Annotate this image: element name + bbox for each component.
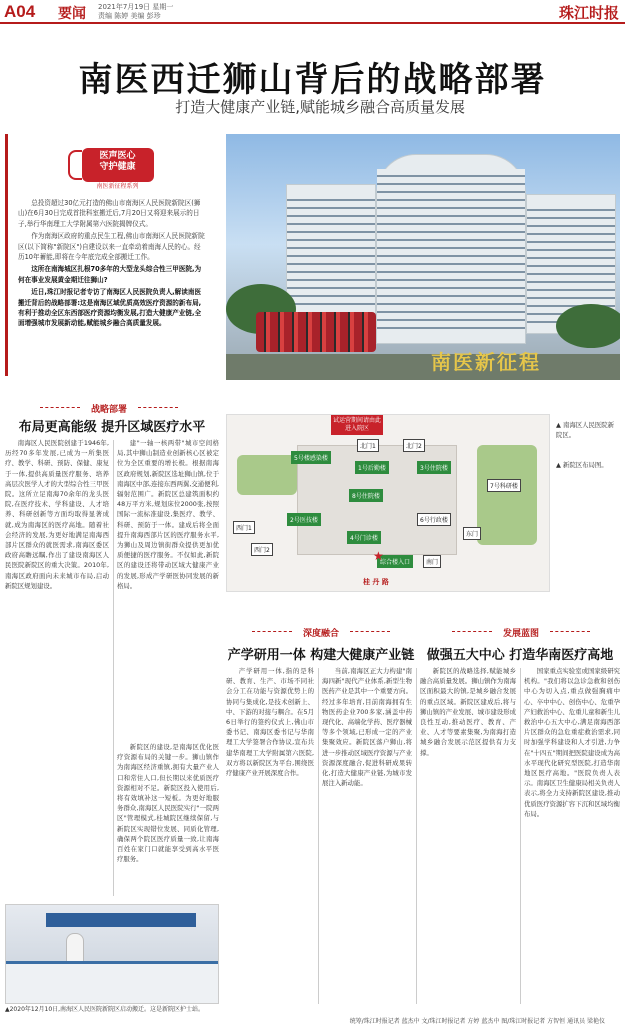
section-label: 发展蓝图 [496, 626, 546, 639]
article-column: 新院区的战略选择,赋能城乡融合高质量发展。狮山镇作为南海区面积最大的镇,是城乡融合发展的重点区域。新院区建成后,将与狮山镇的产业发展、城市建设形成良性互动,推动医疗、教育、产业、人才等要素集聚,为南海打造城乡融合发展示范区提供有力支撑。 [420, 667, 516, 757]
article-column: 建"一轴一核两带"城市空间格局,其中狮山制造业创新核心区被定位为全区重要的增长极。根据南海区政府规划,新院区选址狮山镇,位于南海区中部,连接东西两翼,交通便利,辐射范围广。新院区总建筑面积约48万平方米,规划床位2000张,按照国际一流标准建设,集医疗、教学、科研、预防于一体。建成后将全面提升南海西部片区的医疗服务水平,为狮山及周边镇街群众提供更加优质便捷的医疗服务。不仅如此,新院区的建设还将带动区域大健康产业的发展,形成产学研医协同发展的新格局。 [117, 439, 219, 590]
intro-paragraph: 近日,珠江时报记者专访了南海区人民医院负责人,解读南医搬迁背后的战略部署:这是南海区域优质高效医疗资源的新布局,有利于推动全区东西部医疗资源均衡发展,打造大健康产业链,全面增强城市发展新动能,赋能城乡融合高质量发展。 [18, 288, 202, 328]
entrance-star-icon: ★ [373, 549, 384, 563]
map-label: 2号医技楼 [287, 513, 321, 526]
map-label: 南门 [423, 555, 441, 568]
entrance-callout: 试运营期间请由此进入院区 [331, 415, 383, 435]
section-label: 战略部署 [84, 402, 134, 415]
article-column: 产学研用一体,指的是科研、教育、生产、市场不同社会分工在功能与资源优势上的协同与集成化,是技术创新上、中、下游的对接与耦合。在5月6日举行的签约仪式上,佛山市委书记、南海区委书记与华南理工大学签署合作协议,宣布共建华南理工大学附属第六医院,双方将以新院区为平台,围绕医疗健康产业开展深度合作。 [226, 667, 314, 778]
map-label: 西门2 [251, 543, 273, 556]
issue-meta [98, 3, 173, 21]
page-number: A04 [4, 2, 36, 21]
map-label: 西门1 [233, 521, 255, 534]
road-label: 桂 丹 路 [363, 578, 389, 586]
map-label: 北门2 [403, 439, 425, 452]
page-headline: 南医西迁狮山背后的战略部署 [78, 60, 547, 100]
series-tag: 南医新征程系列 [96, 183, 139, 190]
map-label: 5号楼感染楼 [291, 451, 331, 464]
map-label: 综合楼入口 [377, 555, 413, 568]
map-label: 东门 [463, 527, 481, 540]
series-logo-line2: 守护健康 [99, 162, 136, 172]
stethoscope-icon [68, 150, 82, 180]
map-label: 4号门诊楼 [347, 531, 381, 544]
hero-banner-text: 南医新征程 [431, 350, 541, 374]
issue-editors: 责编 陈婷 美编 彭珍 [98, 12, 161, 20]
section-name: 要闻 [58, 6, 86, 22]
intro-paragraph: 总投资超过30亿元打造的佛山市南海区人民医院新院区(狮山)在6月30日完成首批科室搬迁后,7月20日又将迎来展示的日子,举行华南理工大学附属第六医院揭牌仪式。 [18, 199, 201, 228]
byline-footer: 统筹/珠江时报记者 蓝杰中 文/珠江时报记者 方婷 蓝杰中 图/珠江时报记者 方智恒 通讯员 梁艳仪 [349, 1018, 605, 1025]
building [376, 154, 526, 344]
section-title: 布局更高能级 提升区域医疗水平 [18, 420, 206, 435]
staff-group [256, 312, 376, 352]
building [286, 184, 376, 314]
section-title: 产学研用一体 构建大健康产业链 [227, 648, 415, 663]
newspaper-brand: 珠江时报 [558, 4, 619, 22]
intro-box [5, 134, 215, 376]
map-note: ▲ 南海区人民医院新院区。 [556, 421, 615, 439]
article-column: 当前,南海区正大力构建"南海四新"现代产业体系,新型生物医药产业是其中一个重要方向。经过多年培育,目前南海拥有生物医药企业700多家,涵盖中药现代化、高端化学药、医疗器械等多个领域,已形成一定的产业集聚效应。新院区落户狮山,将进一步推动区域医疗资源与产业资源深度融合,促进科研成果转化,打造大健康产业链,为城市发展注入新动能。 [322, 667, 412, 788]
series-logo-line1: 医声医心 [99, 151, 136, 161]
triangle-icon: ▲ [556, 461, 561, 469]
hero-photo [226, 134, 620, 380]
series-logo-bubble [82, 148, 154, 182]
map-label: 7号科研楼 [487, 479, 521, 492]
page-subheadline: 打造大健康产业链,赋能城乡融合高质量发展 [175, 98, 465, 116]
nurse-station-photo [5, 904, 219, 1004]
article-column: 新院区的建设,是南海区优化医疗资源布局的关键一步。狮山镇作为南海区经济重镇,拥有大量产业人口和常住人口,但长期以来优质医疗资源相对不足。新院区投入使用后,将有效填补这一短板。为更好地服务群众,南海区人民医院实行"一院两区"管理模式,桂城院区继续保留,与新院区实现错位发展、同质化管理,确保两个院区医疗质量一致,让南海百姓在家门口就能享受到高水平医疗服务。 [117, 743, 219, 864]
map-label: 6号行政楼 [417, 513, 451, 526]
issue-date: 2021年7月19日 星期一 [98, 3, 174, 11]
map-label: 北门1 [357, 439, 379, 452]
article-column: 南海区人民医院创建于1946年,历经70多年发展,已成为一所集医疗、教学、科研、预防、保健、康复于一体,提供高质量医疗服务、培养高层次医学人才的大型综合性三甲医院。这所立足南海70余年的龙头医院,在医疗技术、学科建设、人才培养、科研创新等方面均取得显著成就,成为南海区的医疗高地。随着社会经济的发展,为更好地满足南海西部片区群众的就医需求,南海区委区政府高瞻远瞩,作出了建设南海区人民医院新院区的重大决策。2010年,南海区政府面向未来城市布局,启动新院区规划建设。 [5, 439, 109, 590]
series-logo [68, 146, 158, 190]
section-title: 做强五大中心 打造华南医疗高地 [426, 648, 614, 663]
map-label: 1号后勤楼 [355, 461, 389, 474]
article-column: 国家重点实验室或国家级研究机构。"我们将以急诊急救和创伤中心为切入点,重点做强胸痛中心、卒中中心、创伤中心、危重孕产妇救治中心、危重儿童和新生儿救治中心五大中心,满足南海西部片区群众的急危重症救治需求,同时加强学科建设和人才引进,力争在"十四五"期间把医院建设成为高水平现代化研究型医院,打造华南地区医疗高地。"医院负责人表示。南海区卫生健康局相关负责人表示,将全力支持新院区建设,推动优质医疗资源扩容下沉和区域均衡布局。 [524, 667, 620, 818]
campus-map [226, 414, 550, 592]
map-label: 3号住院楼 [417, 461, 451, 474]
masthead [0, 0, 625, 24]
intro-paragraph: 作为南海区政府的重点民生工程,佛山市南海区人民医院新院区(以下简称"新院区")自建设以来一直牵动着南海人民的心。经历10年蓄能,即将在今年底完成全部搬迁工作。 [18, 232, 205, 262]
map-note: ▲ 新院区布局图。 [556, 461, 608, 469]
triangle-icon: ▲ [556, 421, 561, 429]
map-label: 8号住院楼 [349, 489, 383, 502]
section-label: 深度融合 [296, 626, 346, 639]
intro-paragraph: 这所在南海城区扎根70多年的大型龙头综合性三甲医院,为何在事业发展黄金期迁往狮山? [18, 265, 202, 284]
photo-caption: ▲2020年12月10日,南海区人民医院新院区启动搬迁。这是新院区护士站。 [5, 1006, 205, 1013]
